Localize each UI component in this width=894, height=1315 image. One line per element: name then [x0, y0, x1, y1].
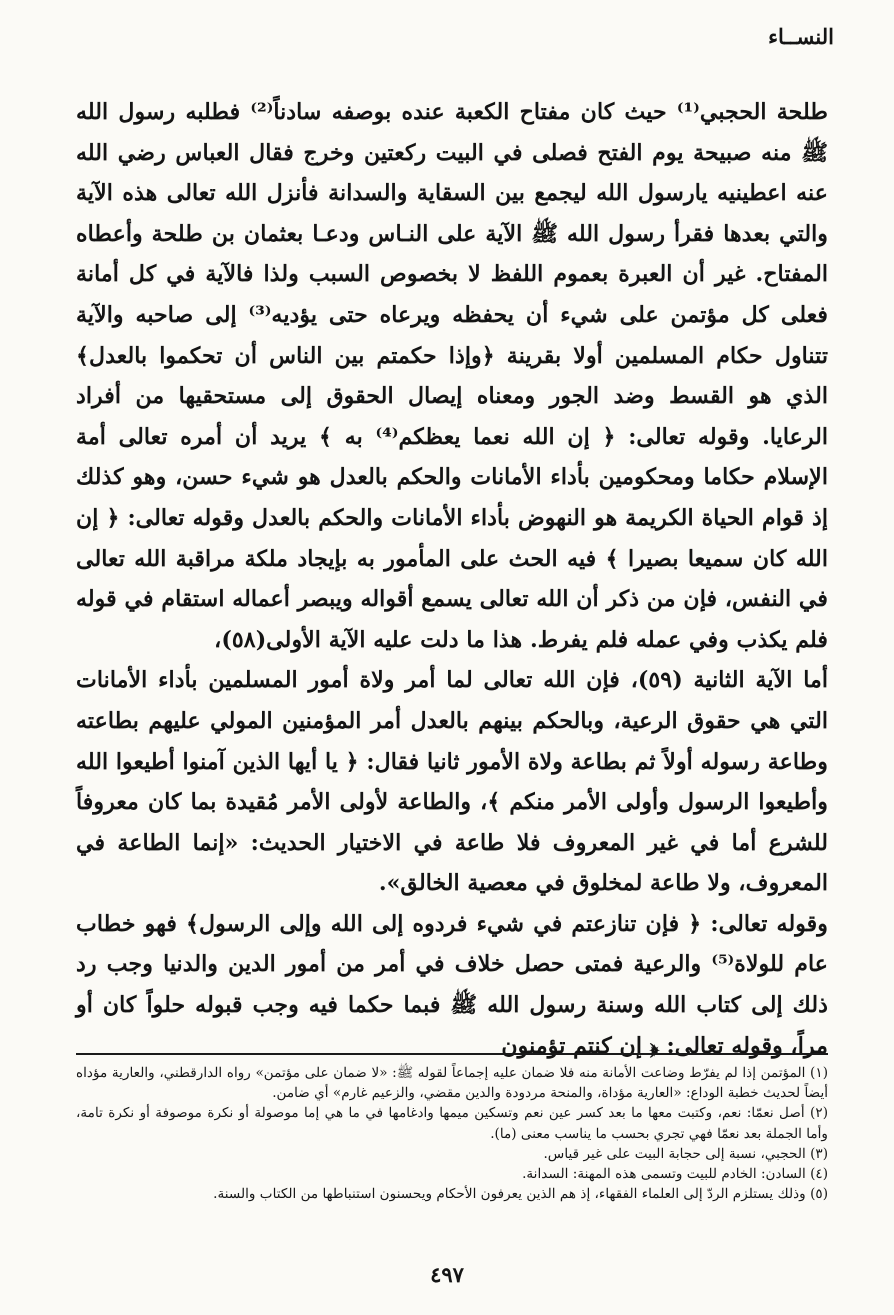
- page-number: ٤٩٧: [430, 1262, 464, 1287]
- footnote: (٤) السادن: الخادم للبيت وتسمى هذه المهنة: السدانة.: [522, 1166, 828, 1183]
- paragraph: وقوله تعالى: ﴿ فإن تنازعتم في شيء فردوه إلى الله وإلى الرسول﴾ فهو خطاب عام للولاة⁽⁵⁾ والرعية فمتى حصل خلاف في أمر من أمور الدين والدنيا وجب رد ذلك إلى كتاب الله وسنة رسول الله ﷺ فبما حكما فيه وجب قبوله حلواً كان أو مراً، وقوله تعالى: ﴿ إن كنتم تؤمنون: [76, 910, 828, 1059]
- paragraph: طلحة الحجبي⁽¹⁾ حيث كان مفتاح الكعبة عنده بوصفه سادناً⁽²⁾ فطلبه رسول الله ﷺ منه صبيحة يوم الفتح فصلى في البيت ركعتين وخرج فقال العباس رضي الله عنه اعطينيه يارسول الله ليجمع بين السقاية والسدانة فأنزل الله تعالى هذه الآية والتي بعدها فقرأ رسول الله ﷺ الآية على النـاس ودعـا بعثمان بن طلحة وأعطاه المفتاح. غير أن العبرة بعموم اللفظ لا بخصوص السبب ولذا فالآية في كل أمانة فعلى كل مؤتمن على شيء أن يحفظه ويرعاه حتى يؤديه⁽³⁾ إلى صاحبه والآية تتناول حكام المسلمين أولا بقرينة ﴿وإذا حكمتم بين الناس أن تحكموا بالعدل﴾ الذي هو القسط وضد الجور ومعناه إيصال الحقوق إلى مستحقيها من أفراد الرعايا. وقوله تعالى: ﴿ إن الله نعما يعظكم⁽⁴⁾ به ﴾ يريد أن أمره تعالى أمة الإسلام حكاما ومحكومين بأداء الأمانات والحكم بالعدل هو شيء حسن، وهو كذلك إذ قوام الحياة الكريمة هو النهوض بأداء الأمانات والحكم بالعدل وقوله تعالى: ﴿ إن الله كان سميعا بصيرا ﴾ فيه الحث على المأمور به بإيجاد ملكة مراقبة الله تعالى في النفس، فإن من ذكر أن الله تعالى يسمع أقواله ويبصر أعماله استقام في قوله فلم يكذب وفي عمله فلم يفرط. هذا ما دلت عليه الآية الأولى(٥٨)،: [76, 99, 829, 653]
- footnote: (٥) وذلك يستلزم الردّ إلى العلماء الفقهاء، إذ هم الذين يعرفون الأحكام ويحسنون استنباطها من الكتاب والسنة.: [213, 1186, 828, 1203]
- footnote: (٢) أصل نعمّا: نعم، وكتبت معها ما بعد كسر عين نعم وتسكين ميمها وادغامها في ما هي إما موصولة أو نكرة موصوفة أو نكرة تامة، وأما الجملة بعد نعمّا فهي تجري بحسب ما يناسب معنى (ما).: [76, 1105, 828, 1142]
- footnote-separator: [76, 1053, 828, 1055]
- footnote: (١) المؤتمن إذا لم يفرّط وضاعت الأمانة منه فلا ضمان عليه إجماعاً لقوله ﷺ: «لا ضمان على مؤتمن» رواه الدارقطني، والعارية مؤداه أيضاً لحديث خطبة الوداع: «العارية مؤداة، والمنحة مردودة والدين مقضي، والزعيم غارم» أي ضامن.: [76, 1065, 828, 1102]
- footnote: (٣) الحجبي، نسبة إلى حجابة البيت على غير قياس.: [543, 1145, 828, 1162]
- running-header: النســاء: [768, 24, 834, 49]
- footnotes: [76, 1063, 828, 1204]
- main-text: [76, 92, 828, 1066]
- paragraph: أما الآية الثانية (٥٩)، فإن الله تعالى لما أمر ولاة أمور المسلمين بأداء الأمانات التي هي حقوق الرعية، وبالحكم بينهم بالعدل أمر المؤمنين المولي عليهم بطاعته وطاعة رسوله أولاً ثم بطاعة ولاة الأمور ثانيا فقال: ﴿ يا أيها الذين آمنوا أطيعوا الله وأطيعوا الرسول وأولى الأمر منكم ﴾، والطاعة لأولى الأمر مُقيدة بما كان معروفاً للشرع أما في غير المعروف فلا طاعة في الاختيار الحديث: «إنما الطاعة في المعروف، ولا طاعة لمخلوق في معصية الخالق».: [76, 667, 829, 897]
